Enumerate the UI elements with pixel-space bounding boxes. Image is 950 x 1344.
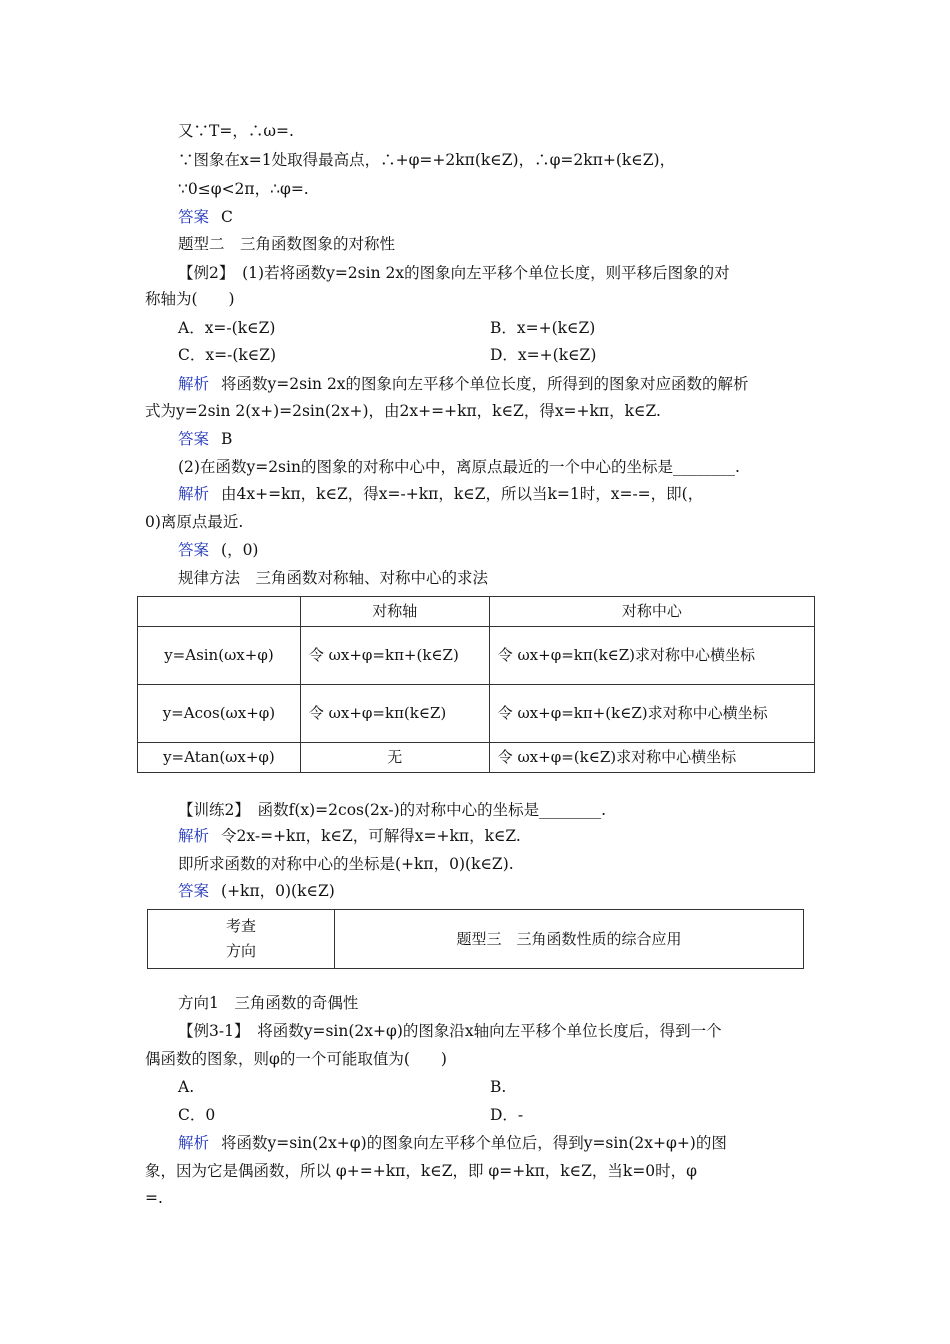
solution-text: 由4x+=kπ，k∈Z，得x=-+kπ，k∈Z，所以当k=1时，x=-=，即(， [221,485,704,503]
training2-answer-line [178,880,335,902]
example3-1-question-line1: 【例3-1】 将函数y=sin(2x+φ)的图象沿x轴向左平移个单位长度后，得到一个 [178,1022,722,1040]
training2-solution-line1 [178,825,521,847]
example3-1-solution-line1 [178,1132,727,1154]
answer-line [178,206,233,228]
example2-question-line1: 【例2】 (1)若将函数y=2sin 2x的图象向左平移个单位长度，则平移后图象的对 [178,264,730,282]
table-row [138,743,815,773]
answer-value: B [221,430,233,448]
option-d: D．- [490,1106,524,1124]
answer-label: 答案 [178,882,210,900]
solution2-line2: 0)离原点最近. [145,513,244,531]
line-max-point: ∵图象在x=1处取得最高点，∴+φ=+2kπ(k∈Z)，∴φ=2kπ+(k∈Z)， [178,151,676,169]
training2-question: 【训练2】 函数f(x)=2cos(2x-)的对称中心的坐标是________. [178,801,607,819]
solution-label: 解析 [178,827,210,845]
table-cell: 无 [300,743,489,773]
answer-value: (，0) [221,541,259,559]
answer-line-ex2-2 [178,539,258,561]
option-b: B．x=+(k∈Z) [490,319,596,337]
solution-text: 将函数y=sin(2x+φ)的图象向左平移个单位后，得到y=sin(2x+φ+)的图 [221,1134,727,1152]
table-cell: y=Acos(ωx+φ) [138,685,301,743]
table-row [138,627,815,685]
answer-label: 答案 [178,430,210,448]
table-row [138,685,815,743]
line-phi-range: ∵0≤φ<2π，∴φ=. [178,180,309,198]
table-header-cell: 对称中心 [489,597,814,627]
example3-1-question-line2: 偶函数的图象，则φ的一个可能取值为( ) [145,1050,447,1068]
direction1-heading: 方向1 三角函数的奇偶性 [178,994,359,1012]
answer-label: 答案 [178,208,210,226]
example2-question-part2: (2)在函数y=2sin的图象的对称中心中，离原点最近的一个中心的坐标是________. [178,458,740,476]
table-cell: 令 ωx+φ=kπ(k∈Z) [300,685,489,743]
solution-line1 [178,373,749,395]
direction-label-bottom: 方向 [225,942,256,960]
table-cell: 令 ωx+φ=kπ+(k∈Z)求对称中心横坐标 [489,685,814,743]
section-heading-type2: 题型二 三角函数图象的对称性 [178,235,396,253]
direction-table [147,909,804,969]
table-cell: y=Atan(ωx+φ) [138,743,301,773]
answer-line-ex2-1 [178,428,232,450]
option-a: A．x=-(k∈Z) [178,319,276,337]
table-row [148,910,804,969]
table-cell: 令 ωx+φ=kπ(k∈Z)求对称中心横坐标 [489,627,814,685]
solution-text: 将函数y=2sin 2x的图象向左平移个单位长度，所得到的图象对应函数的解析 [221,375,749,393]
option-c: C．x=-(k∈Z) [178,346,277,364]
solution-label: 解析 [178,375,210,393]
option-d: D．x=+(k∈Z) [490,346,597,364]
solution-label: 解析 [178,485,210,503]
solution-line2: 式为y=2sin 2(x+)=2sin(2x+)，由2x+=+kπ，k∈Z，得x=+kπ，k∈Z. [145,402,661,420]
option-a: A. [178,1078,195,1096]
option-b: B. [490,1078,507,1096]
table-cell: y=Asin(ωx+φ) [138,627,301,685]
answer-value: (+kπ，0)(k∈Z) [221,882,335,900]
solution2-line1 [178,483,703,505]
method-heading: 规律方法 三角函数对称轴、对称中心的求法 [178,569,489,587]
table-header-cell [138,597,301,627]
table-cell: 令 ωx+φ=kπ+(k∈Z) [300,627,489,685]
training2-solution-line2: 即所求函数的对称中心的坐标是(+kπ，0)(k∈Z). [178,855,514,873]
direction-label-top: 考查 [225,917,256,935]
example3-1-solution-line2: 象，因为它是偶函数，所以 φ+=+kπ，k∈Z，即 φ=+kπ，k∈Z，当k=0时，φ [145,1162,698,1180]
line-period: 又∵T=，∴ω=. [178,122,294,140]
option-c: C．0 [178,1106,216,1124]
solution-label: 解析 [178,1134,210,1152]
answer-label: 答案 [178,541,210,559]
direction-title-cell: 题型三 三角函数性质的综合应用 [335,910,804,969]
solution-text: 令2x-=+kπ，k∈Z，可解得x=+kπ，k∈Z. [221,827,521,845]
symmetry-table [137,596,815,773]
direction-label-cell [148,910,335,969]
table-cell: 令 ωx+φ=(k∈Z)求对称中心横坐标 [489,743,814,773]
table-header-row [138,597,815,627]
example2-question-line2: 称轴为( ) [145,290,235,308]
answer-value: C [221,208,233,226]
example3-1-solution-line3: =. [145,1189,163,1207]
table-header-cell: 对称轴 [300,597,489,627]
